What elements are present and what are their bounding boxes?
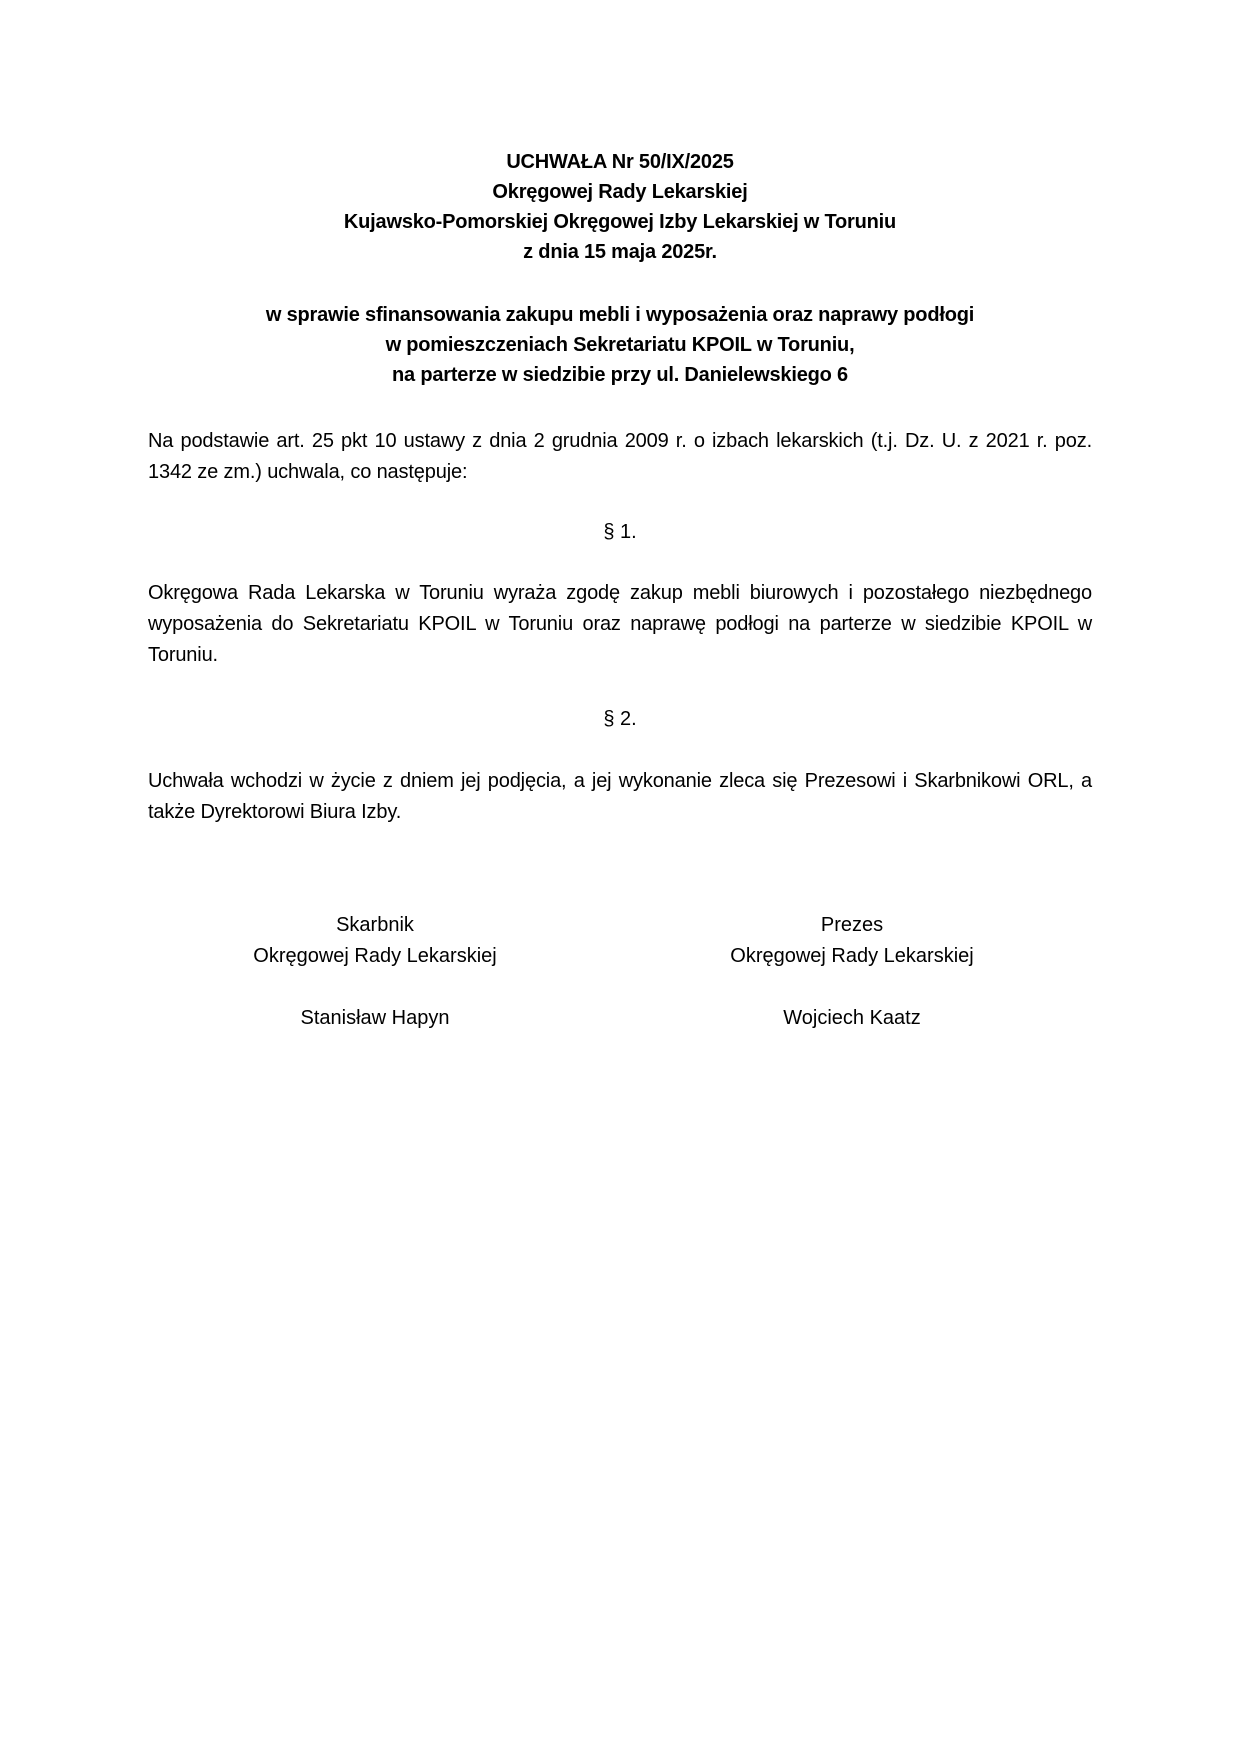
signature-name: Wojciech Kaatz (783, 1007, 921, 1029)
subject-line-1: w sprawie sfinansowania zakupu mebli i wyposażenia oraz naprawy podłogi (265, 304, 975, 326)
legal-basis-paragraph: Na podstawie art. 25 pkt 10 ustawy z dnia 2 grudnia 2009 r. o izbach lekarskich (t.j. Dz. U. z 2021 r. poz. 1342 ze zm.) uchwala, co następuje: (148, 430, 1092, 483)
resolution-title: UCHWAŁA Nr 50/IX/2025 (506, 151, 734, 173)
signature-president (672, 910, 1032, 1034)
section-2-mark: § 2. (603, 708, 637, 730)
resolution-date: z dnia 15 maja 2025r. (523, 241, 717, 263)
subject-line-3: na parterze w siedzibie przy ul. Danielewskiego 6 (392, 364, 848, 386)
signature-role: Prezes (820, 914, 884, 936)
signature-body: Okręgowej Rady Lekarskiej (253, 945, 497, 967)
resolution-header (148, 147, 1092, 267)
signature-treasurer (195, 910, 555, 1034)
section-1-text: Okręgowa Rada Lekarska w Toruniu wyraża zgodę zakup mebli biurowych i pozostałego niezbędnego wyposażenia do Sekretariatu KPOIL w Toruniu oraz naprawę podłogi na parterze w siedzibie KPOIL w Toruniu. (148, 582, 1092, 666)
section-2-text: Uchwała wchodzi w życie z dniem jej podjęcia, a jej wykonanie zleca się Prezesowi i Skarbnikowi ORL, a także Dyrektorowi Biura Izby. (148, 770, 1092, 823)
signature-name: Stanisław Hapyn (300, 1007, 450, 1029)
signature-body: Okręgowej Rady Lekarskiej (730, 945, 974, 967)
chamber-name: Kujawsko-Pomorskiej Okręgowej Izby Lekarskiej w Toruniu (343, 211, 897, 233)
resolution-subject (148, 300, 1092, 390)
subject-line-2: w pomieszczeniach Sekretariatu KPOIL w Toruniu, (385, 334, 855, 356)
section-1-mark: § 1. (603, 521, 637, 543)
issuing-body: Okręgowej Rady Lekarskiej (492, 181, 748, 203)
signature-role: Skarbnik (336, 914, 414, 936)
